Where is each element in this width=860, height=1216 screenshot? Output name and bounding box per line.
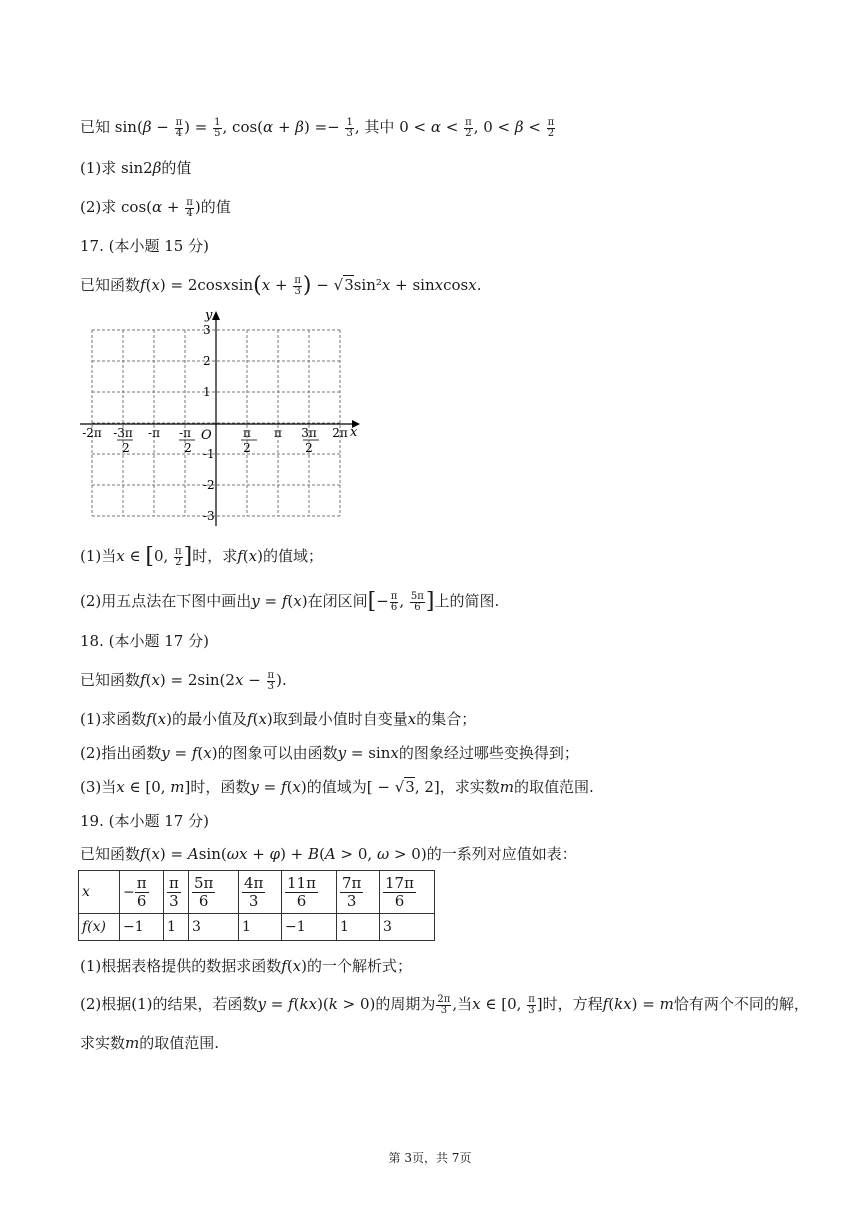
- page-footer: 第 3页，共 7页: [388, 1151, 472, 1165]
- table-cell: $\frac{4\pi}{3}$: [239, 871, 282, 914]
- x-tick-label: 3π: [301, 426, 317, 440]
- p17-function: 已知函数f(x) = 2cosxsin(x + $\frac{\pi}{3}$ ) − √3sin²x + sinxcosx.: [80, 273, 482, 298]
- table-cell: f(x): [79, 914, 120, 941]
- p19-function: 已知函数f(x) = Asin(ωx + φ) + B(A > 0, ω > 0)的一系列对应值如表：: [80, 845, 577, 863]
- table-cell: − $\frac{\pi}{6}$: [120, 871, 164, 914]
- x-tick-label: -3π: [113, 426, 133, 440]
- p16-question-2: (2)求 cos(α + $\frac{\pi}{4}$ )的值: [80, 196, 231, 219]
- table-cell: 1: [164, 914, 189, 941]
- y-axis-arrow: [212, 311, 220, 320]
- x-tick-label-denominator: 2: [305, 441, 313, 455]
- table-cell: 1: [337, 914, 380, 941]
- p18-function: 已知函数f(x) = 2sin(2x − $\frac{\pi}{3}$ ).: [80, 669, 287, 692]
- y-tick-label: 2: [203, 354, 211, 368]
- value-table: [78, 870, 435, 941]
- p18-header: 18. (本小题 17 分): [80, 632, 209, 650]
- x-tick-label: -π: [148, 426, 160, 440]
- p16-given: 已知 sin(β − $\frac{\pi}{4}$ ) = $\frac{1}{5}$ , cos(α + β) =− $\frac{1}{3}$ , 其中 0 < α < $\frac{\pi}{2}$ , 0 < β < $\frac{\pi}{2}$: [80, 116, 555, 139]
- y-tick-label: -1: [203, 447, 215, 461]
- p17-question-1: (1)当x ∈ [0, $\frac{\pi}{2}$ ]时，求f(x)的值域；: [80, 544, 323, 569]
- p19-question-1: (1)根据表格提供的数据求函数f(x)的一个解析式；: [80, 957, 413, 975]
- y-tick-label: -2: [203, 478, 215, 492]
- table-cell: $\frac{7\pi}{3}$: [337, 871, 380, 914]
- p18-question-2: (2)指出函数y = f(x)的图象可以由函数y = sinx的图象经过哪些变换得到；: [80, 744, 579, 762]
- table-cell: $\frac{5\pi}{6}$: [189, 871, 239, 914]
- table-row: [79, 914, 435, 941]
- x-axis-label: x: [350, 425, 358, 440]
- table-cell: −1: [120, 914, 164, 941]
- p18-question-3: (3)当x ∈ [0, m]时，函数y = f(x)的值域为[ − √3, 2]，求实数m的取值范围.: [80, 778, 594, 796]
- x-tick-label: 2π: [332, 426, 348, 440]
- x-tick-label-denominator: 2: [122, 441, 130, 455]
- y-tick-label: 3: [203, 323, 211, 337]
- table-cell: $\frac{17\pi}{6}$: [380, 871, 435, 914]
- table-cell: −1: [282, 914, 337, 941]
- p16-question-1: (1)求 sin2β的值: [80, 159, 192, 177]
- table-cell: $\frac{\pi}{3}$: [164, 871, 189, 914]
- p17-question-2: (2)用五点法在下图中画出y = f(x)在闭区间[− $\frac{\pi}{6}$ , $\frac{5\pi}{6}$ ]上的简图.: [80, 589, 500, 614]
- table-cell: 3: [189, 914, 239, 941]
- table-cell: $\frac{11\pi}{6}$: [282, 871, 337, 914]
- x-tick-label: -π: [179, 426, 191, 440]
- table-row: [79, 871, 435, 914]
- origin-label: O: [201, 428, 212, 443]
- y-tick-label: -3: [203, 509, 215, 523]
- x-tick-label-denominator: 2: [243, 441, 251, 455]
- y-axis-label: y: [205, 308, 213, 323]
- x-tick-label: π: [243, 426, 251, 440]
- x-tick-label: π: [274, 426, 282, 440]
- p19-question-2-cont: 求实数m的取值范围.: [80, 1034, 220, 1052]
- p19-question-2: (2)根据(1)的结果，若函数y = f(kx)(k > 0)的周期为 $\frac{2\pi}{3}$ ,当x ∈ [0, $\frac{\pi}{3}$ ]时，方程f(kx) = m恰有两个不同的解，: [80, 993, 809, 1016]
- y-tick-label: 1: [203, 385, 211, 399]
- table-cell: 1: [239, 914, 282, 941]
- x-tick-label-denominator: 2: [184, 441, 192, 455]
- p17-header: 17. (本小题 15 分): [80, 237, 209, 255]
- table-cell: x: [79, 871, 120, 914]
- p18-question-1: (1)求函数f(x)的最小值及f(x)取到最小值时自变量x的集合；: [80, 710, 477, 728]
- p19-header: 19. (本小题 17 分): [80, 812, 209, 830]
- table-cell: 3: [380, 914, 435, 941]
- coordinate-grid: [78, 308, 368, 530]
- x-tick-label: -2π: [82, 426, 102, 440]
